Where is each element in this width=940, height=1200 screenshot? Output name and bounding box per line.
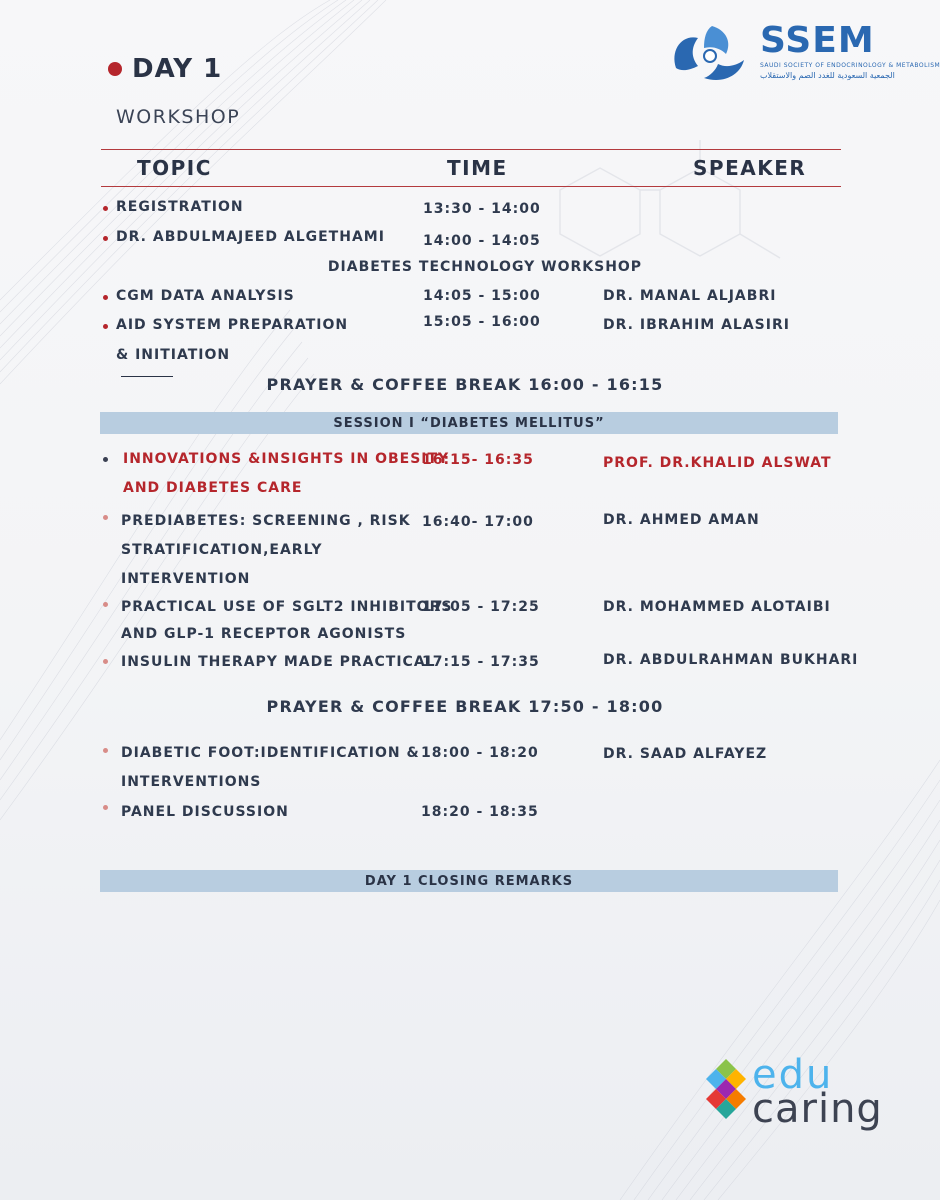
educaring-edu-text: edu — [752, 1052, 834, 1098]
row-topic: INNOVATIONS &INSIGHTS IN OBESITY — [123, 451, 450, 467]
bullet-icon — [103, 457, 108, 462]
row-topic: REGISTRATION — [116, 199, 244, 215]
coffee-break-2: PRAYER & COFFEE BREAK 17:50 - 18:00 — [266, 697, 664, 716]
row-topic: INSULIN THERAPY MADE PRACTICAL — [121, 654, 436, 670]
row-topic: DR. ABDULMAJEED ALGETHAMI — [116, 229, 385, 245]
educaring-mark-icon — [704, 1057, 748, 1123]
row-topic-continued: AND DIABETES CARE — [123, 480, 303, 496]
schedule-row — [103, 739, 863, 797]
ssem-tagline-arabic: الجمعية السعودية للغدد الصم والاستقلاب — [760, 71, 895, 80]
column-header-topic: TOPIC — [137, 156, 212, 180]
row-speaker: DR. MANAL ALJABRI — [603, 288, 777, 304]
row-time: 16:40- 17:00 — [422, 514, 534, 530]
workshop-section-title: DIABETES TECHNOLOGY WORKSHOP — [327, 259, 643, 275]
row-speaker: DR. IBRAHIM ALASIRI — [603, 317, 790, 333]
bullet-icon — [103, 295, 108, 300]
day-heading: DAY 1 — [132, 54, 223, 84]
row-topic-continued: INTERVENTION — [121, 571, 251, 587]
row-speaker: PROF. DR.KHALID ALSWAT — [603, 455, 832, 471]
row-speaker: DR. AHMED AMAN — [603, 512, 760, 528]
header-bottom-rule — [101, 186, 841, 187]
row-speaker: DR. SAAD ALFAYEZ — [603, 746, 768, 762]
bullet-icon — [103, 805, 108, 810]
ssem-logo — [668, 20, 940, 90]
row-topic-continued: & INITIATION — [116, 347, 231, 363]
row-topic: PREDIABETES: SCREENING , RISK — [121, 513, 411, 529]
row-time: 17:05 - 17:25 — [422, 599, 540, 615]
row-time: 14:00 - 14:05 — [423, 233, 541, 249]
schedule-row — [103, 593, 863, 651]
row-topic-continued: INTERVENTIONS — [121, 774, 262, 790]
schedule-row — [103, 193, 843, 222]
bullet-icon — [103, 236, 108, 241]
row-topic-continued: STRATIFICATION,EARLY — [121, 542, 323, 558]
bullet-icon — [103, 324, 108, 329]
ssem-logo-text: SSEM — [760, 20, 875, 61]
educaring-caring-text: caring — [752, 1086, 883, 1132]
row-topic: PRACTICAL USE OF SGLT2 INHIBITORS — [121, 599, 453, 615]
row-time: 14:05 - 15:00 — [423, 288, 541, 304]
row-time: 15:05 - 16:00 — [423, 314, 541, 330]
row-topic: DIABETIC FOOT:IDENTIFICATION & — [121, 745, 420, 761]
schedule-row — [103, 282, 843, 311]
row-topic: PANEL DISCUSSION — [121, 804, 289, 820]
bullet-icon — [103, 659, 108, 664]
bullet-icon — [103, 602, 108, 607]
workshop-subtitle: WORKSHOP — [116, 106, 241, 128]
ssem-tagline: SAUDI SOCIETY OF ENDOCRINOLOGY & METABOLISM — [760, 62, 940, 69]
row-time: 16:15- 16:35 — [422, 452, 534, 468]
row-topic-continued: AND GLP-1 RECEPTOR AGONISTS — [121, 626, 407, 642]
bullet-icon — [103, 515, 108, 520]
bullet-icon — [103, 206, 108, 211]
schedule-row — [103, 798, 863, 827]
row-time: 18:20 - 18:35 — [421, 804, 539, 820]
row-speaker: DR. MOHAMMED ALOTAIBI — [603, 599, 831, 615]
row-time: 18:00 - 18:20 — [421, 745, 539, 761]
title-dot-icon — [108, 62, 122, 76]
schedule-row — [103, 507, 863, 594]
day-title — [108, 54, 222, 84]
row-time: 17:15 - 17:35 — [422, 654, 540, 670]
header-top-rule — [101, 149, 841, 150]
row-topic: AID SYSTEM PREPARATION — [116, 317, 349, 333]
column-header-speaker: SPEAKER — [693, 156, 807, 180]
session-banner: SESSION I “DIABETES MELLITUS” — [100, 412, 838, 434]
column-header-time: TIME — [447, 156, 508, 180]
educaring-logo — [704, 1052, 904, 1132]
closing-banner: DAY 1 CLOSING REMARKS — [100, 870, 838, 892]
schedule-row — [103, 223, 843, 252]
bullet-icon — [103, 748, 108, 753]
row-time: 13:30 - 14:00 — [423, 201, 541, 217]
schedule-row — [103, 648, 883, 677]
coffee-break-1: PRAYER & COFFEE BREAK 16:00 - 16:15 — [266, 375, 664, 394]
schedule-row — [103, 445, 863, 503]
row-speaker: DR. ABDULRAHMAN BUKHARI — [603, 652, 859, 668]
ssem-emblem-icon — [668, 20, 754, 90]
schedule-row — [103, 311, 843, 369]
row-topic: CGM DATA ANALYSIS — [116, 288, 295, 304]
